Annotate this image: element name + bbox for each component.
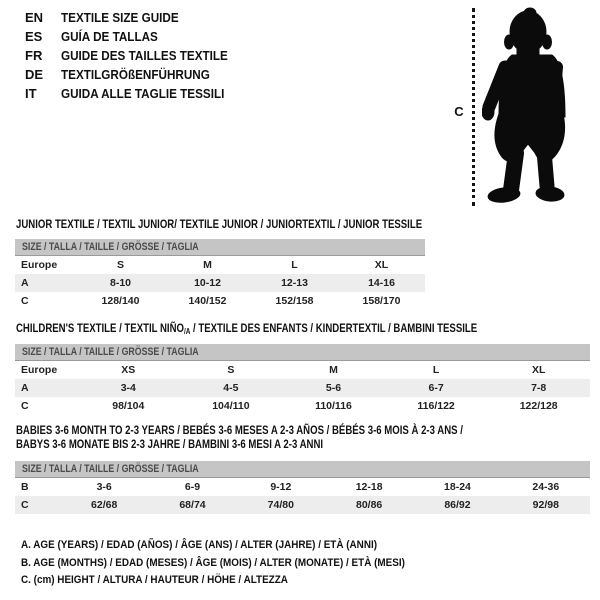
babies-size-table: [15, 461, 590, 514]
babies-title-line2: BABYS 3-6 MONATE BIS 2-3 JAHRE / BAMBINI 3-6 MESI A 2-3 ANNI: [16, 437, 324, 451]
size-cell: L: [291, 259, 298, 271]
language-row-en: [25, 8, 246, 27]
height-measure-dotted-line: [472, 8, 475, 206]
children-section-title-text: [16, 321, 477, 339]
height-cell: 116/122: [417, 400, 455, 412]
table-row-europe: [15, 256, 425, 274]
title-post: / TEXTILE DES ENFANTS / KINDERTEXTIL / BAMBINI TESSILE: [190, 321, 478, 335]
language-code: DE: [25, 67, 44, 82]
size-cell: XL: [531, 364, 546, 376]
babies-section-title: [16, 423, 575, 451]
height-measure-label: C: [454, 104, 464, 119]
height-cell: 62/68: [91, 499, 118, 511]
height-cell: 140/152: [188, 295, 227, 307]
months-cell: 3-6: [96, 481, 112, 493]
age-cell: 7-8: [531, 382, 547, 394]
language-title: GUIDA ALLE TAGLIE TESSILI: [61, 86, 225, 101]
table-row-age: [15, 379, 590, 397]
language-code: ES: [25, 29, 43, 44]
language-row-de: [25, 65, 246, 84]
table-row-height: [15, 397, 590, 415]
table-row-europe: [15, 361, 590, 379]
age-cell: 4-5: [223, 382, 239, 394]
height-cell: 68/74: [179, 499, 206, 511]
months-cell: 24-36: [532, 481, 560, 493]
title-pre: CHILDREN'S TEXTILE / TEXTIL NIÑO: [16, 321, 184, 335]
junior-section-title: [16, 217, 524, 231]
size-bar-label: SIZE / TALLA / TAILLE / GRÖSSE / TAGLIA: [22, 463, 199, 475]
height-cell: 122/128: [519, 400, 558, 412]
size-cell: L: [432, 364, 440, 376]
legend-line-b: [21, 557, 448, 575]
table-row-height: [15, 496, 590, 514]
size-cell: M: [329, 364, 338, 376]
height-cell: 128/140: [101, 295, 140, 307]
age-cell: 3-4: [120, 382, 136, 394]
height-cell: 110/116: [315, 400, 352, 412]
title-subscript: /A: [183, 327, 191, 336]
age-cell: 10-12: [194, 277, 221, 289]
language-code: EN: [25, 10, 44, 25]
age-cell: 14-16: [368, 277, 395, 289]
language-title-list: [25, 8, 246, 103]
height-cell: 92/98: [532, 499, 559, 511]
table-row-height: [15, 292, 425, 310]
age-cell: 12-13: [281, 277, 308, 289]
junior-size-table: [15, 239, 425, 310]
row-label: A: [21, 277, 29, 289]
months-cell: 18-24: [444, 481, 471, 493]
row-label: C: [21, 295, 29, 307]
language-title: TEXTILGRÖßENFÜHRUNG: [61, 67, 210, 82]
age-cell: 8-10: [109, 277, 131, 289]
language-row-es: [25, 27, 246, 46]
row-label: B: [21, 481, 29, 493]
legend-line-a: [21, 539, 448, 557]
size-bar-header: [15, 344, 590, 361]
size-bar-label: SIZE / TALLA / TAILLE / GRÖSSE / TAGLIA: [22, 346, 199, 358]
height-cell: 152/158: [275, 295, 314, 307]
table-row-age: [15, 274, 425, 292]
row-label: C: [21, 400, 29, 412]
size-cell: S: [116, 259, 124, 271]
language-code: FR: [25, 48, 43, 63]
language-row-it: [25, 84, 246, 103]
height-cell: 74/80: [267, 499, 294, 511]
size-cell: XS: [121, 364, 136, 376]
language-title: GUIDE DES TAILLES TEXTILE: [61, 48, 228, 63]
height-cell: 80/86: [356, 499, 383, 511]
language-code: IT: [25, 86, 37, 101]
children-size-table: [15, 344, 590, 415]
size-bar-header: [15, 239, 425, 256]
months-cell: 9-12: [270, 481, 292, 493]
size-cell: M: [203, 259, 212, 271]
language-title: TEXTILE SIZE GUIDE: [61, 10, 179, 25]
age-cell: 6-7: [428, 382, 444, 394]
junior-section-title-text: JUNIOR TEXTILE / TEXTIL JUNIOR/ TEXTILE JUNIOR / JUNIORTEXTIL / JUNIOR TESSILE: [16, 217, 423, 231]
size-bar-header: [15, 461, 590, 478]
legend-line-c: [21, 574, 448, 592]
toddler-silhouette-image: [482, 5, 582, 205]
row-label: A: [21, 382, 29, 394]
size-cell: XL: [374, 259, 389, 271]
months-cell: 6-9: [184, 481, 201, 493]
language-title: GUÍA DE TALLAS: [61, 29, 158, 44]
children-section-title: [16, 321, 592, 339]
language-row-fr: [25, 46, 246, 65]
height-cell: 98/104: [112, 400, 145, 412]
legend: [21, 539, 448, 592]
months-cell: 12-18: [355, 481, 383, 493]
age-cell: 5-6: [325, 382, 342, 394]
babies-title-line1: BABIES 3-6 MONTH TO 2-3 YEARS / BEBÉS 3-6 MESES A 2-3 AÑOS / BÉBÉS 3-6 MOIS À 2-3 ANS /: [16, 423, 463, 437]
table-row-months: [15, 478, 590, 496]
height-cell: 104/110: [212, 400, 250, 412]
legend-text-b: B. AGE (MONTHS) / EDAD (MESES) / ÂGE (MOIS) / ALTER (MONATE) / ETÀ (MESI): [21, 556, 405, 569]
height-cell: 158/170: [362, 295, 401, 307]
legend-text-c: C. (cm) HEIGHT / ALTURA / HAUTEUR / HÖHE / ALTEZZA: [21, 574, 288, 586]
height-cell: 86/92: [444, 499, 471, 511]
legend-text-a: A. AGE (YEARS) / EDAD (AÑOS) / ÂGE (ANS) / ALTER (JAHRE) / ETÀ (ANNI): [21, 539, 378, 551]
row-label: C: [21, 499, 29, 511]
size-cell: S: [227, 364, 235, 376]
row-label: Europe: [21, 259, 58, 271]
size-bar-label: SIZE / TALLA / TAILLE / GRÖSSE / TAGLIA: [22, 241, 199, 253]
row-label: Europe: [21, 364, 58, 376]
